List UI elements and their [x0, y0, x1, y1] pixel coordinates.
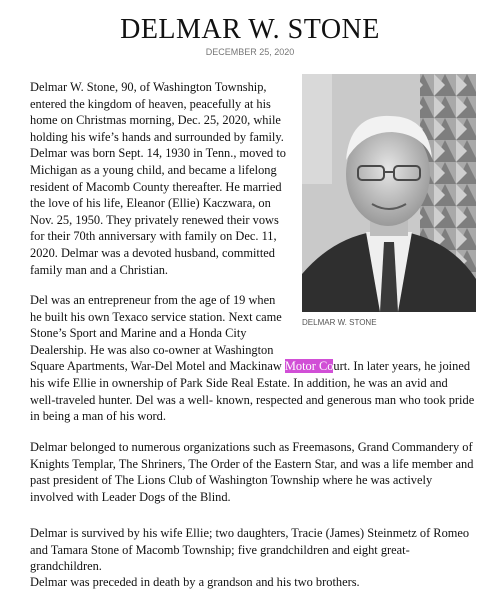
page-title: DELMAR W. STONE — [120, 14, 380, 45]
career-line-3: Stone’s Sport and Marine and a Honda City — [30, 326, 247, 341]
career-line-4: Dealership. He was also co-owner at Washington — [30, 342, 274, 357]
paragraph-organizations: Delmar belonged to numerous organizations such as Freemasons, Grand Commandery of Knights Templar, The Shriners, The Order of the Eastern Star, and was a life member and past president of The Lions Club of Washington Township where he was actively involved with Leader Dogs of the Blind. — [30, 440, 474, 504]
career-line-5 — [30, 358, 475, 375]
paragraph-career — [30, 292, 475, 425]
text-highlight[interactable]: Motor Co — [284, 359, 334, 374]
career-rest: his wife Ellie in ownership of Park Side Real Estate. In addition, he was an avid and well-traveled hunter. Del was a well- known, respected and generous man who took pride in being a man of his word. — [30, 375, 475, 424]
portrait-image — [302, 74, 476, 312]
career-line-5-end: urt. In later years, he joined — [333, 359, 471, 374]
paragraph-preceded: Delmar was preceded in death by a grandson and his two brothers. — [30, 575, 360, 589]
paragraph-intro: Delmar W. Stone, 90, of Washington Township, entered the kingdom of heaven, peacefully at his home on Christmas morning, Dec. 25, 2020, while holding his wife’s hands and surrounded by family. Delmar was born Sept. 14, 1930 in Tenn., moved to Michigan as a young child, and became a lifelong resident of Macomb County thereafter. He married the love of his life, Eleanor (Ellie) Kaczwara, on Nov. 25, 1950. They privately renewed their vows for their 70th anniversary with family on Dec. 11, 2020. Delmar was a devoted husband, committed family man and a Christian. — [30, 80, 286, 277]
career-line-2: he built his own Texaco service station. Next came — [30, 309, 282, 324]
career-line-1: Del was an entrepreneur from the age of 19 when — [30, 293, 276, 307]
portrait-photo — [302, 74, 476, 312]
photo-caption: DELMAR W. STONE — [302, 318, 377, 327]
career-line-5-start: Square Apartments, War-Del Motel and Mackinaw — [30, 359, 285, 374]
paragraph-survivors: Delmar is survived by his wife Ellie; two daughters, Tracie (James) Steinmetz of Romeo and Tamara Stone of Macomb Township; five grandchildren and eight great-grandchildren. — [30, 526, 470, 574]
publish-date: DECEMBER 25, 2020 — [205, 47, 295, 57]
